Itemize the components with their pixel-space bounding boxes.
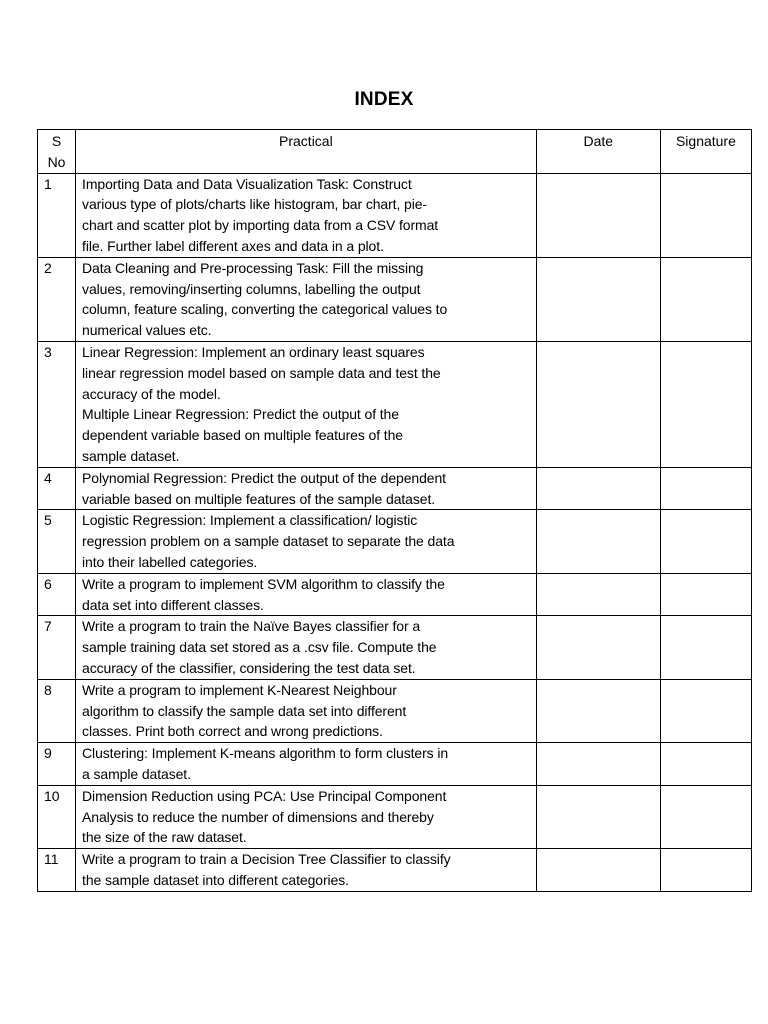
practical-description [76,849,537,892]
date-cell [536,573,660,616]
table-body [38,173,752,891]
header-date: Date [536,130,660,174]
signature-cell [660,785,751,848]
practical-text-line: accuracy of the classifier, considering the test data set. [82,659,416,676]
row-number: 10 [38,785,76,848]
practical-description [76,785,537,848]
signature-cell [660,257,751,341]
row-number: 2 [38,257,76,341]
practical-description [76,341,537,467]
index-table [37,129,752,892]
practical-text-line: linear regression model based on sample data and test the [82,364,441,381]
practical-text-line: sample training data set stored as a .csv file. Compute the [82,639,437,656]
row-number: 11 [38,849,76,892]
practical-text-line: into their labelled categories. [82,553,258,570]
date-cell [536,341,660,467]
date-cell [536,257,660,341]
date-cell [536,510,660,573]
practical-text-line: classes. Print both correct and wrong predictions. [82,723,383,740]
table-row [38,573,752,616]
signature-cell [660,341,751,467]
signature-cell [660,849,751,892]
practical-text-line: the size of the raw dataset. [82,829,247,846]
practical-text-line: column, feature scaling, converting the categorical values to [82,301,448,318]
practical-text-line: the sample dataset into different categories. [82,871,349,888]
signature-cell [660,679,751,742]
page-title: INDEX [354,89,414,110]
practical-text-line: Logistic Regression: Implement a classification/ logistic [82,512,418,529]
practical-text-line: chart and scatter plot by importing data from a CSV format [82,217,439,234]
practical-text-line: Linear Regression: Implement an ordinary least squares [82,343,425,360]
practical-text-line: numerical values etc. [82,322,212,339]
table-row [38,257,752,341]
table-row [38,467,752,510]
header-signature: Signature [660,130,751,174]
practical-text-line: Write a program to train the Naïve Bayes classifier for a [82,618,421,635]
signature-cell [660,573,751,616]
practical-text-line: data set into different classes. [82,596,264,613]
practical-text-line: Write a program to implement SVM algorithm to classify the [82,575,445,592]
practical-text-line: Write a program to train a Decision Tree Classifier to classify [82,851,451,868]
signature-cell [660,616,751,679]
practical-text-line: regression problem on a sample dataset to separate the data [82,533,455,550]
table-row [38,616,752,679]
practical-text-line: algorithm to classify the sample data set into different [82,702,407,719]
date-cell [536,849,660,892]
practical-text-line: variable based on multiple features of the sample dataset. [82,490,436,507]
row-number: 8 [38,679,76,742]
practical-description [76,743,537,786]
date-cell [536,785,660,848]
practical-text-line: Data Cleaning and Pre-processing Task: Fill the missing [82,259,424,276]
signature-cell [660,510,751,573]
practical-text-line: sample dataset. [82,447,180,464]
practical-description [76,510,537,573]
row-number: 7 [38,616,76,679]
table-row [38,341,752,467]
practical-text-line: file. Further label different axes and data in a plot. [82,237,384,254]
practical-description [76,173,537,257]
row-number: 3 [38,341,76,467]
header-sno-line-2: No [47,153,66,170]
practical-text-line: Importing Data and Data Visualization Task: Construct [82,175,412,192]
signature-cell [660,467,751,510]
practical-description [76,467,537,510]
practical-description [76,679,537,742]
table-header-row [38,130,752,174]
date-cell [536,679,660,742]
header-practical: Practical [76,130,537,174]
table-row [38,849,752,892]
practical-text-line: values, removing/inserting columns, labelling the output [82,280,421,297]
table-row [38,173,752,257]
row-number: 9 [38,743,76,786]
row-number: 4 [38,467,76,510]
date-cell [536,616,660,679]
row-number: 5 [38,510,76,573]
practical-text-line: dependent variable based on multiple features of the [82,427,403,444]
practical-description [76,257,537,341]
table-row [38,679,752,742]
practical-text-line: Write a program to implement K-Nearest Neighbour [82,681,397,698]
date-cell [536,743,660,786]
practical-description [76,616,537,679]
practical-text-line: accuracy of the model. [82,385,221,402]
table-row [38,743,752,786]
practical-text-line: Analysis to reduce the number of dimensions and thereby [82,808,434,825]
practical-text-line: Dimension Reduction using PCA: Use Principal Component [82,787,447,804]
practical-description [76,573,537,616]
date-cell [536,173,660,257]
row-number: 6 [38,573,76,616]
table-row [38,785,752,848]
practical-text-line: Multiple Linear Regression: Predict the output of the [82,406,399,423]
practical-text-line: a sample dataset. [82,765,191,782]
row-number: 1 [38,173,76,257]
signature-cell [660,743,751,786]
signature-cell [660,173,751,257]
practical-text-line: various type of plots/charts like histogram, bar chart, pie- [82,196,427,213]
table-row [38,510,752,573]
practical-text-line: Polynomial Regression: Predict the output of the dependent [82,469,446,486]
practical-text-line: Clustering: Implement K-means algorithm to form clusters in [82,745,449,762]
header-sno-line-1: S [51,133,62,149]
date-cell [536,467,660,510]
header-sno [38,130,76,174]
